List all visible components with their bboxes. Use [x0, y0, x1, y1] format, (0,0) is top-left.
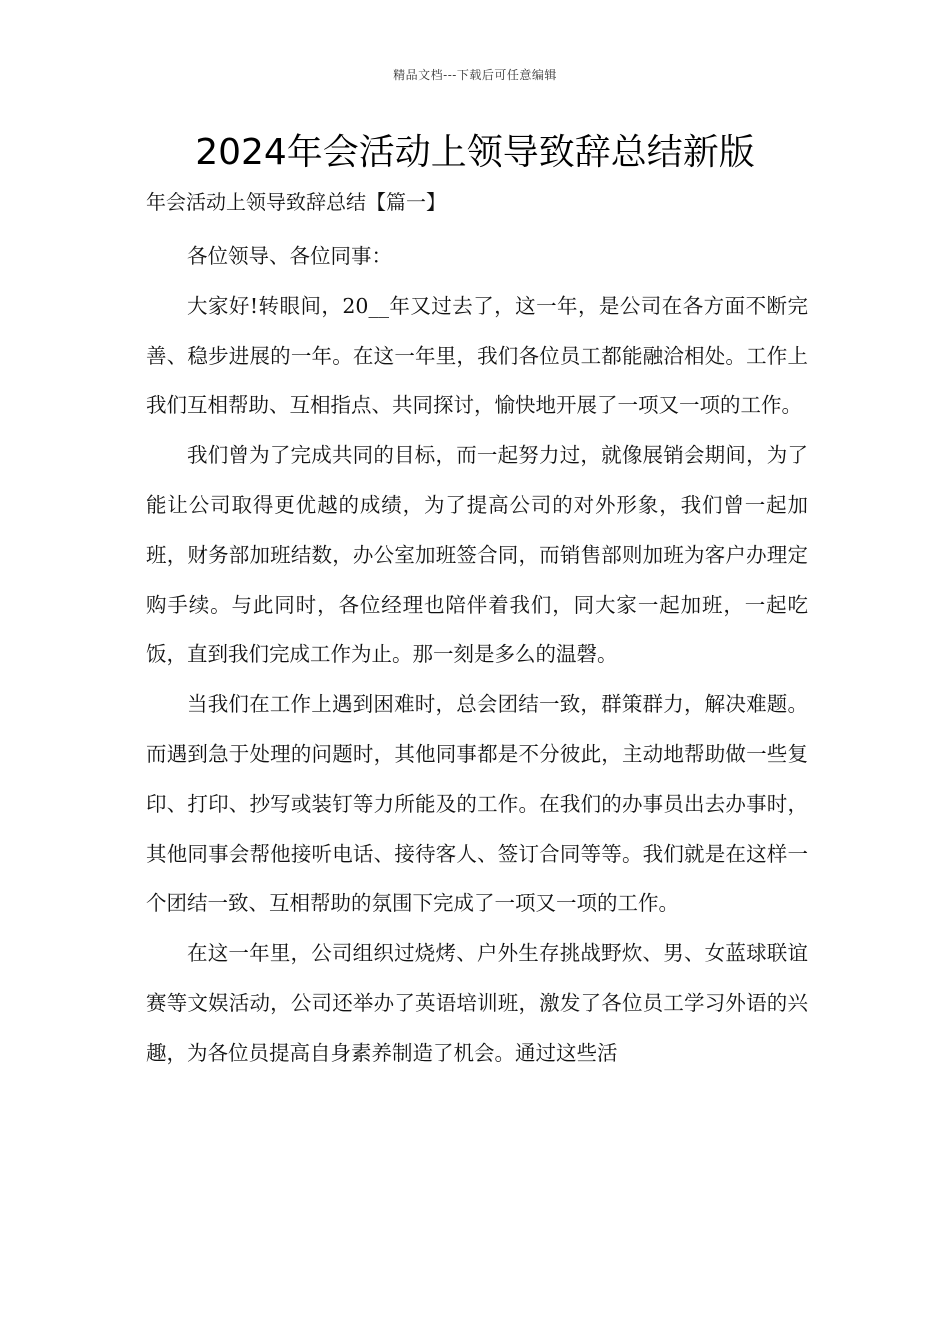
paragraph-4: 在这一年里，公司组织过烧烤、户外生存挑战野炊、男、女蓝球联谊赛等文娱活动，公司还举办了英语培训班，激发了各位员工学习外语的兴趣，为各位员提高自身素养制造了机会。通过这些活 — [146, 941, 808, 1065]
paragraph-3: 当我们在工作上遇到困难时，总会团结一致，群策群力，解决难题。而遇到急于处理的问题时，其他同事都是不分彼此，主动地帮助做一些复印、打印、抄写或装钉等力所能及的工作。在我们的办事员出去办事时，其他同事会帮他接听电话、接待客人、签订合同等等。我们就是在这样一个团结一致、互相帮助的氛围下完成了一项又一项的工作。 — [146, 692, 808, 916]
paragraph-1: 大家好!转眼间，20__年又过去了，这一年，是公司在各方面不断完善、稳步进展的一年。在这一年里，我们各位员工都能融洽相处。工作上我们互相帮助、互相指点、共同探讨，愉快地开展了一项又一项的工作。 — [146, 293, 808, 418]
document-title: 2024年会活动上领导致辞总结新版 — [195, 132, 755, 173]
paragraph-salutation: 各位领导、各位同事： — [187, 244, 392, 268]
document-body — [146, 182, 808, 1079]
paragraph-2: 我们曾为了完成共同的目标，而一起努力过，就像展销会期间，为了能让公司取得更优越的成绩，为了提高公司的对外形象，我们曾一起加班，财务部加班结数，办公室加班签合同，而销售部则加班为客户办理定购手续。与此同时，各位经理也陪伴着我们，同大家一起加班，一起吃饭，直到我们完成工作为止。那一刻是多么的温磬。 — [146, 443, 808, 667]
header-note: 精品文档---下载后可任意编辑 — [393, 68, 557, 82]
section-heading: 年会活动上领导致辞总结【篇一】 — [146, 190, 446, 214]
